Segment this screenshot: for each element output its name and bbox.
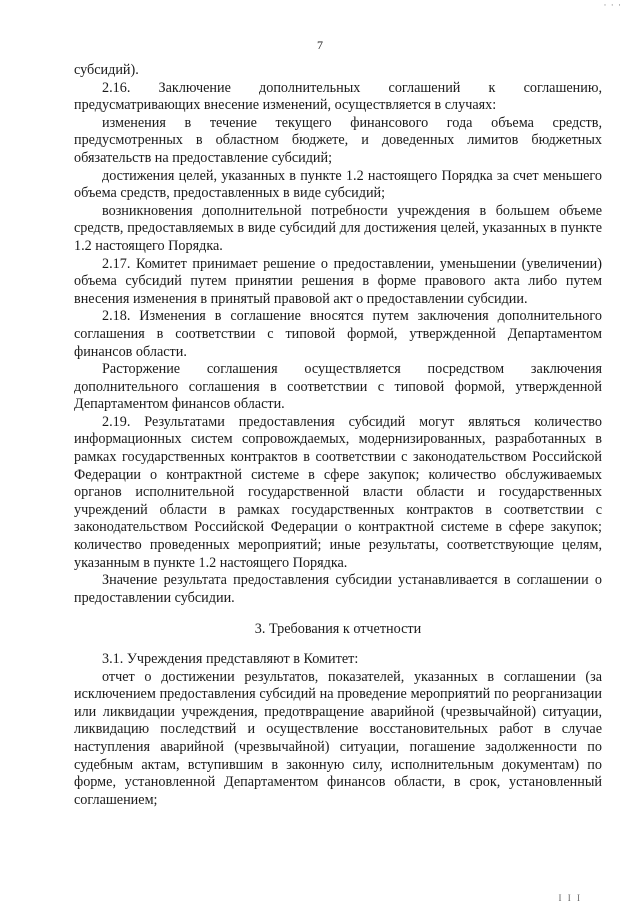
paragraph: 2.18. Изменения в соглашение вносятся путем заключения дополнительного соглашения в соответствии с типовой формой, утвержденной Департаментом финансов области. — [74, 308, 602, 360]
paragraph: Расторжение соглашения осуществляется посредством заключения дополнительного соглашения в соответствии с типовой формой, утвержденной Департаментом финансов области. — [74, 361, 602, 413]
section-heading: 3. Требования к отчетности — [254, 621, 422, 638]
paragraph: 2.19. Результатами предоставления субсидий могут являться количество информационных систем сопровождаемых, модернизированных, разработанных в рамках государственных контрактов в соответствии с законодательством Российской Федерации о контрактной системе в сфере закупок; количество обслуживаемых органов исполнительной государственной власти области и государственных учреждений области в рамках государственных контрактов в соответствии с законодательством Российской Федерации о контрактной системе в сфере закупок; количество проведенных мероприятий; иные результаты, соответствующие целям, указанным в пункте 1.2 настоящего Порядка. — [74, 413, 602, 571]
section-paragraph-list — [74, 651, 602, 809]
paragraph: 2.16. Заключение дополнительных соглашений к соглашению, предусматривающих внесение изменений, осуществляется в случаях: — [74, 79, 602, 114]
paragraph: Значение результата предоставления субсидии устанавливается в соглашении о предоставлении субсидии. — [74, 572, 602, 606]
footer-mark: I I I — [558, 893, 582, 903]
paragraph: изменения в течение текущего финансового года объема средств, предусмотренных в областном бюджете, и доведенных лимитов бюджетных обязательств на предоставление субсидий; — [74, 114, 602, 166]
paragraph-list — [74, 62, 602, 607]
paragraph: субсидий). — [74, 62, 139, 78]
paragraph: отчет о достижении результатов, показателей, указанных в соглашении (за исключением предоставления субсидий на проведение мероприятий по реорганизации или ликвидации учреждения, предотвращение аварийной (чрезвычайной) ситуации, ликвидацию последствий и осуществление восстановительных работ в случае наступления аварийной (чрезвычайной) ситуации, погашение задолженности по судебным актам, вступившим в законную силу, исполнительным документам) по форме, установленной Департаментом финансов области, в срок, установленный соглашением; — [74, 668, 602, 808]
paragraph: 2.17. Комитет принимает решение о предоставлении, уменьшении (увеличении) объема субсидий путем принятии решения в форме правового акта либо путем внесения изменения в принятый правовой акт о предоставлении субсидии. — [74, 255, 602, 307]
paragraph: 3.1. Учреждения представляют в Комитет: — [102, 651, 359, 667]
paragraph: достижения целей, указанных в пункте 1.2 настоящего Порядка за счет меньшего объема средств, предоставленных в виде субсидий; — [74, 167, 602, 202]
paragraph: возникновения дополнительной потребности учреждения в большем объеме средств, предоставляемых в виде субсидий для достижения целей, указанных в пункте 1.2 настоящего Порядка. — [74, 202, 602, 254]
page-number: 7 — [317, 38, 323, 52]
corner-mark: · · · — [603, 0, 622, 10]
document-body — [74, 62, 602, 809]
